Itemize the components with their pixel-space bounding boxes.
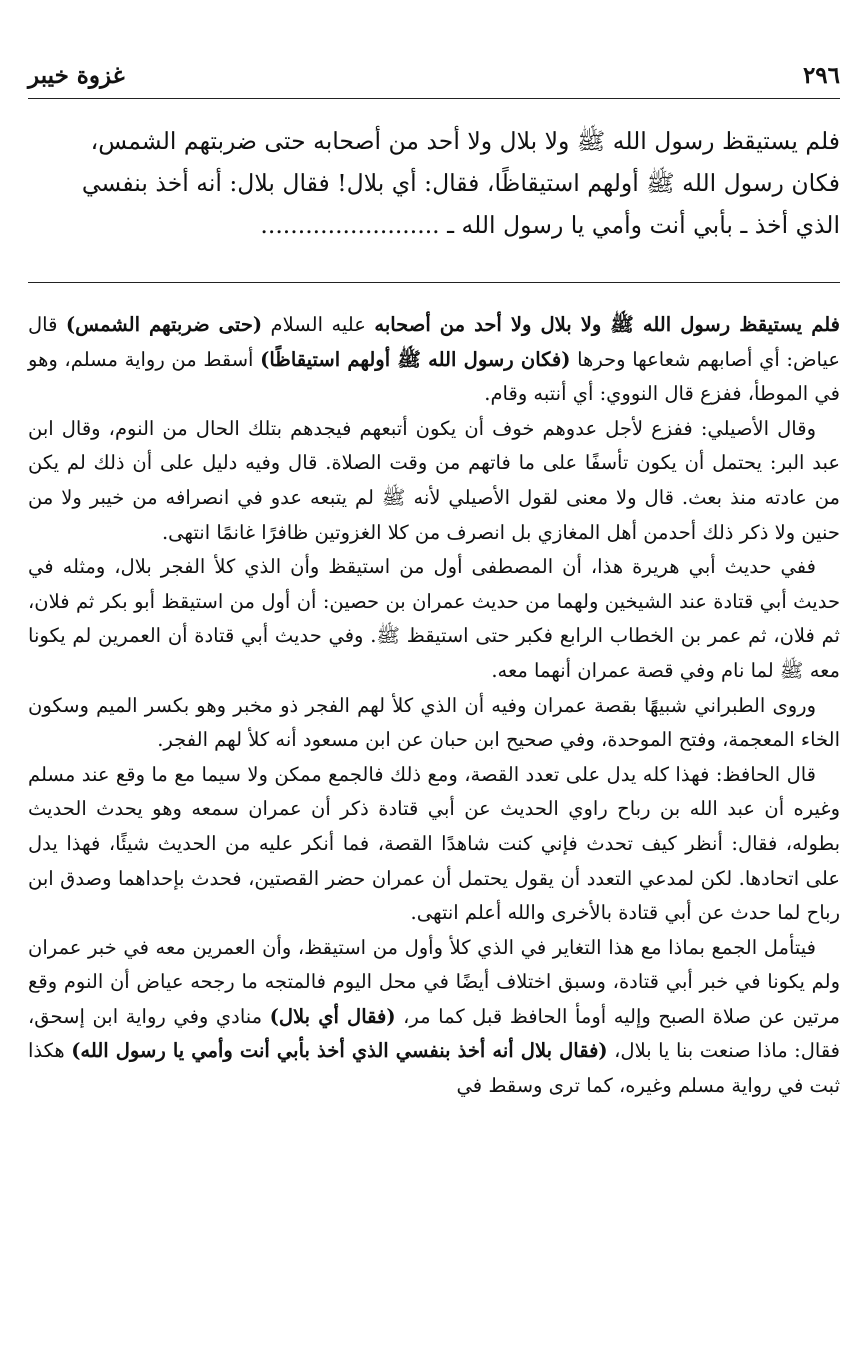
commentary-text: عليه السلام <box>262 313 375 336</box>
commentary-paragraph: ففي حديث أبي هريرة هذا، أن المصطفى أول من استيقظ وأن الذي كلأ الفجر بلال، ومثله في حديث أبي قتادة عند الشيخين ولهما من حديث عمران بن حصين: أن أول من استيقظ أبو بكر ثم فلان، ثم فلان، ثم عمر بن الخطاب الرابع فكبر حتى استيقظ ﷺ. وفي حديث أبي قتادة أن العمرين لم يكونا معه ﷺ لما نام وفي قصة عمران أنهما معه. <box>28 555 840 682</box>
quoted-matn: (فقال أي بلال) <box>269 1004 396 1028</box>
commentary-text: منادي وفي رواية ابن إسحق، فقال: ماذا صنعت بنا يا بلال، <box>28 1004 840 1063</box>
dotted-leader: ........................ <box>260 211 440 239</box>
main-text <box>28 120 840 246</box>
quoted-matn: فلم يستيقظ رسول الله ﷺ ولا بلال ولا أحد من أصحابه <box>374 313 840 336</box>
header-rule <box>28 98 840 99</box>
commentary-text: قال عياض: أي أصابهم شعاعها وحرها <box>28 313 840 371</box>
page-header <box>28 62 840 96</box>
commentary-text: هكذا ثبت في رواية مسلم وغيره، كما ترى وسقط في <box>28 1039 840 1098</box>
quoted-matn: (فقال بلال أنه أخذ بنفسي الذي أخذ بأبي أنت وأمي يا رسول الله) <box>71 1039 608 1063</box>
commentary-paragraph: وقال الأصيلي: ففزع لأجل عدوهم خوف أن يكون أتبعهم فيجدهم بتلك الحال من النوم، وقال ابن عبد البر: يحتمل أن يكون تأسفًا على ما فاتهم من وقت الصلاة. قال وفيه دليل على أن ذلك لم يكن من عادته منذ بعث. قال ولا معنى لقول الأصيلي لأنه ﷺ لم يتبعه عدو في انصرافه من خيبر ولا من حنين ولا ذكر ذلك أحدمن أهل المغازي بل انصرف من كلا الغزوتين ظافرًا غانمًا انتهى. <box>28 416 840 544</box>
quoted-matn: (حتى ضربتهم الشمس) <box>65 313 263 336</box>
commentary-paragraph <box>28 308 840 412</box>
main-text-line: فكان رسول الله ﷺ أولهم استيقاظًا، فقال: أي بلال! فقال بلال: أنه أخذ بنفسي <box>81 169 840 197</box>
commentary-paragraph: قال الحافظ: فهذا كله يدل على تعدد القصة، ومع ذلك فالجمع ممكن ولا سيما مع ما وقع عند مسلم وغيره أن عبد الله بن رباح راوي الحديث عن أبي قتادة ذكر أن عمران سمعه وهو يحدث الحديث بطوله، فقال: أنظر كيف تحدث فإني كنت شاهدًا القصة، فما أنكر عليه من الحديث شيئًا، فهذا يدل على اتحادها. لكن لمدعي التعدد أن يقول يحتمل أن عمران حضر القصتين، فحدث بإحداهما وصدق ابن رباح لما حدث عن أبي قتادة بالأخرى والله أعلم انتهى. <box>28 762 840 925</box>
main-text-line-end: الذي أخذ ـ بأبي أنت وأمي يا رسول الله ـ <box>447 211 840 239</box>
main-text-line <box>28 204 840 246</box>
main-text-line: فلم يستيقظ رسول الله ﷺ ولا بلال ولا أحد من أصحابه حتى ضربتهم الشمس، <box>90 127 840 155</box>
page-number: ٢٩٦ <box>802 62 840 89</box>
commentary-text: أسقط من رواية مسلم، وهو في الموطأ، ففزع قال النووي: أي أنتبه وقام. <box>28 347 840 406</box>
commentary-text: فيتأمل الجمع بماذا مع هذا التغاير في الذي كلأ وأول من استيقظ، وأن العمرين معه في خبر عمران ولم يكونا في خبر أبي قتادة، وسبق اختلاف أيضًا في محل اليوم فالمتجه ما رجحه عياض أن النوم وقع مرتين عن صلاة الصبح وإليه أومأ الحافظ قبل كما مر، <box>28 935 840 1028</box>
section-divider <box>28 282 840 283</box>
running-title: غزوة خيبر <box>28 62 125 89</box>
commentary-paragraph: وروى الطبراني شبيهًا بقصة عمران وفيه أن الذي كلأ لهم الفجر ذو مخبر وهو بكسر الميم وسكون الخاء المعجمة، وفتح الموحدة، وفي صحيح ابن حبان عن ابن مسعود أنه كلأ لهم الفجر. <box>28 693 840 752</box>
commentary <box>28 308 840 1104</box>
commentary-paragraph <box>28 931 840 1104</box>
quoted-matn: (فكان رسول الله ﷺ أولهم استيقاظًا) <box>260 347 571 371</box>
